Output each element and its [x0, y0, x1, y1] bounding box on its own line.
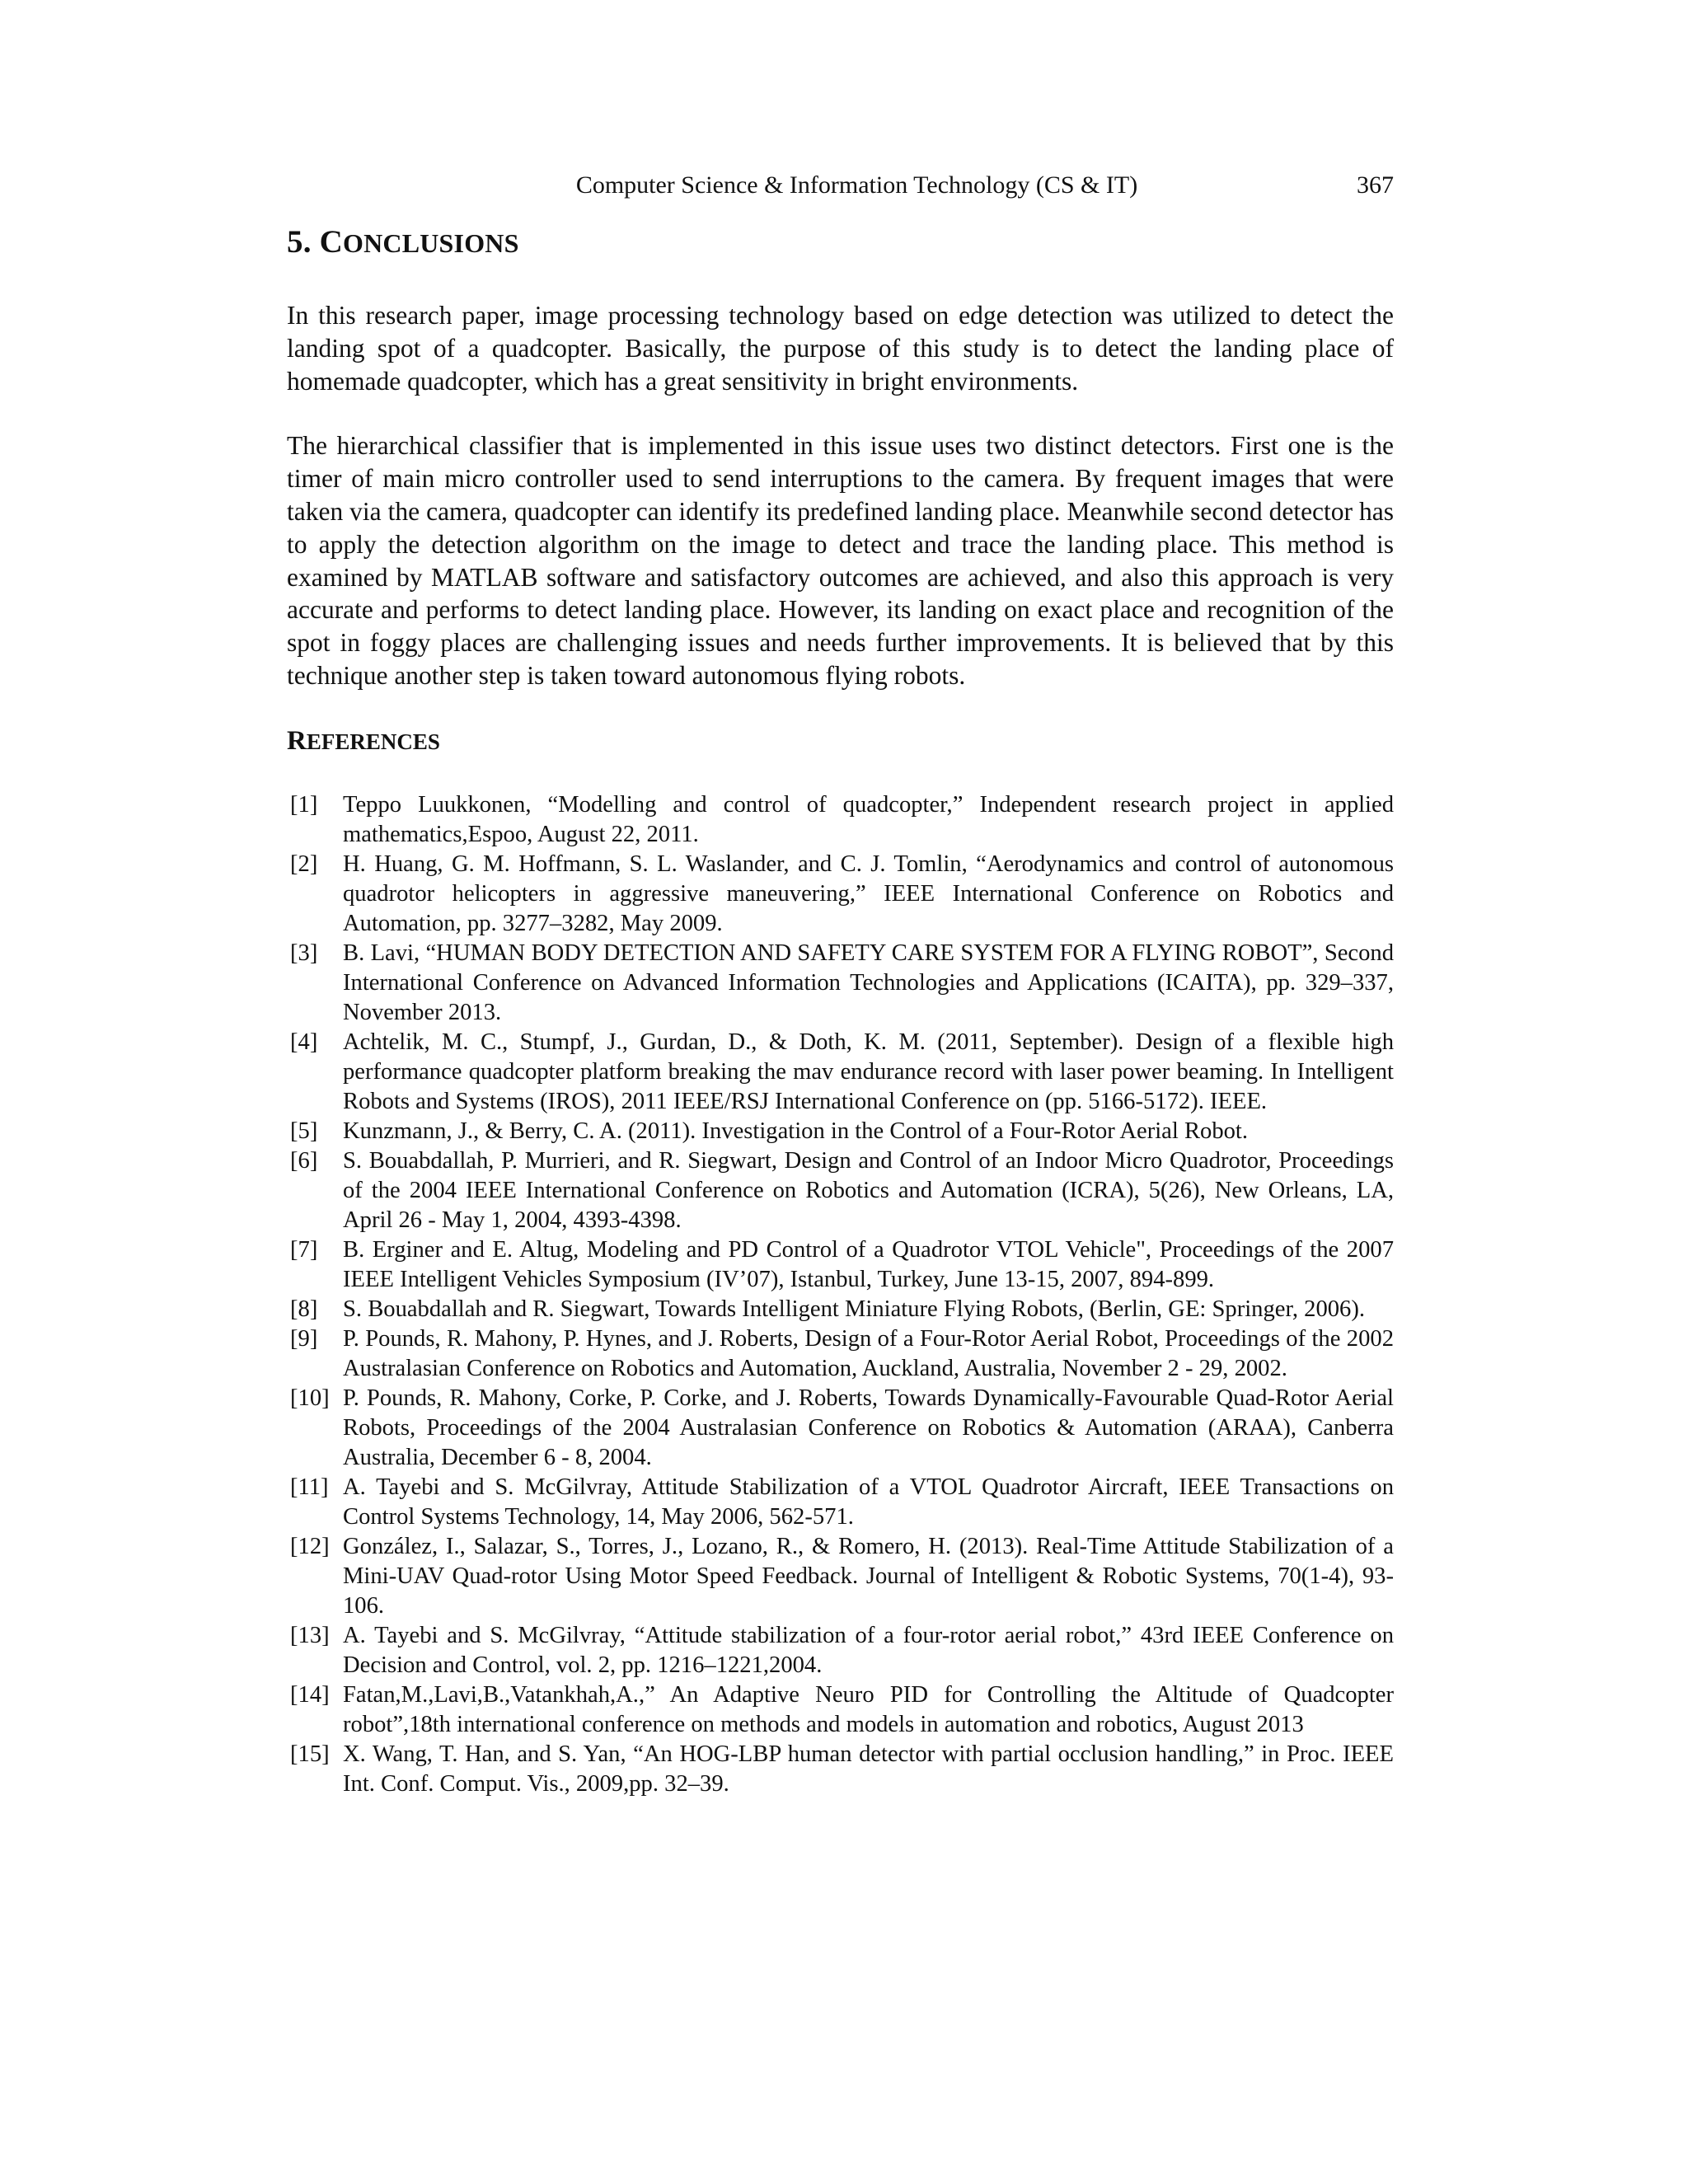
reference-text: X. Wang, T. Han, and S. Yan, “An HOG-LBP human detector with partial occlusion handling,” in Proc. IEEE Int. Conf. Comput. Vis., 2009,pp. 32–39.	[343, 1741, 1394, 1797]
reference-item	[287, 1384, 1394, 1473]
reference-text: H. Huang, G. M. Hoffmann, S. L. Waslander, and C. J. Tomlin, “Aerodynamics and control of autonomous quadrotor helicopters in aggressive maneuvering,” IEEE International Conference on Robotics and Automation, pp. 3277–3282, May 2009.	[343, 851, 1394, 936]
running-head: Computer Science & Information Technology (CS & IT)	[575, 171, 1138, 199]
reference-item	[287, 1740, 1394, 1799]
conclusions-heading	[287, 219, 1394, 266]
reference-item	[287, 1324, 1394, 1384]
reference-number: [2]	[290, 851, 318, 877]
reference-text: P. Pounds, R. Mahony, Corke, P. Corke, and J. Roberts, Towards Dynamically-Favourable Quad-Rotor Aerial Robots, Proceedings of the 2004 Australasian Conference on Robotics & Automation (ARAA), Canberra Australia, December 6 - 8, 2004.	[343, 1385, 1394, 1470]
reference-item	[287, 1680, 1394, 1740]
reference-text: Achtelik, M. C., Stumpf, J., Gurdan, D., & Doth, K. M. (2011, September). Design of a flexible high performance quadcopter platform breaking the mav endurance record with laser power beaming. In Intelligent Robots and Systems (IROS), 2011 IEEE/RSJ International Conference on (pp. 5166-5172). IEEE.	[343, 1029, 1394, 1114]
reference-number: [7]	[290, 1236, 318, 1263]
heading-initial: R	[287, 725, 307, 756]
reference-number: [13]	[290, 1622, 330, 1648]
reference-number: [14]	[290, 1681, 330, 1708]
page-content	[287, 219, 1394, 1799]
reference-number: [15]	[290, 1741, 330, 1767]
reference-number: [10]	[290, 1385, 330, 1411]
reference-item	[287, 1621, 1394, 1680]
conclusions-paragraph-2: The hierarchical classifier that is implemented in this issue uses two distinct detectors. First one is the timer of main micro controller used to send interruptions to the camera. By frequent images that were taken via the camera, quadcopter can identify its predefined landing place. Meanwhile second detector has to apply the detection algorithm on the image to detect and trace the landing place. This method is examined by MATLAB software and satisfactory outcomes are achieved, and also this approach is very accurate and performs to detect landing place. However, its landing on exact place and recognition of the spot in foggy places are challenging issues and needs further improvements. It is believed that by this technique another step is taken toward autonomous flying robots.	[287, 431, 1394, 690]
reference-item	[287, 790, 1394, 850]
reference-text: Fatan,M.,Lavi,B.,Vatankhah,A.,” An Adaptive Neuro PID for Controlling the Altitude of Quadcopter robot”,18th international conference on methods and models in automation and robotics, August 2013	[343, 1681, 1394, 1737]
reference-item	[287, 1532, 1394, 1621]
reference-item	[287, 1473, 1394, 1532]
references-heading	[287, 720, 1394, 762]
reference-number: [1]	[290, 791, 318, 818]
reference-item	[287, 850, 1394, 939]
page-header	[287, 171, 1394, 208]
reference-text: B. Lavi, “HUMAN BODY DETECTION AND SAFETY CARE SYSTEM FOR A FLYING ROBOT”, Second International Conference on Advanced Information Technologies and Applications (ICAITA), pp. 329–337, November 2013.	[343, 940, 1394, 1025]
reference-text: A. Tayebi and S. McGilvray, “Attitude stabilization of a four-rotor aerial robot,” 43rd IEEE Conference on Decision and Control, vol. 2, pp. 1216–1221,2004.	[343, 1622, 1394, 1678]
heading-rest: ONCLUSIONS	[342, 228, 519, 258]
reference-text: Teppo Luukkonen, “Modelling and control of quadcopter,” Independent research project in applied mathematics,Espoo, August 22, 2011.	[343, 791, 1394, 847]
reference-number: [3]	[290, 940, 318, 966]
reference-text: Kunzmann, J., & Berry, C. A. (2011). Investigation in the Control of a Four-Rotor Aerial Robot.	[343, 1118, 1249, 1144]
heading-rest: EFERENCES	[306, 729, 440, 754]
reference-text: B. Erginer and E. Altug, Modeling and PD Control of a Quadrotor VTOL Vehicle", Proceedings of the 2007 IEEE Intelligent Vehicles Symposium (IV’07), Istanbul, Turkey, June 13-15, 2007, 894-899.	[343, 1236, 1394, 1292]
reference-number: [9]	[290, 1325, 318, 1352]
reference-item	[287, 1235, 1394, 1295]
reference-text: P. Pounds, R. Mahony, P. Hynes, and J. Roberts, Design of a Four-Rotor Aerial Robot, Proceedings of the 2002 Australasian Conference on Robotics and Automation, Auckland, Australia, November 2 - 29, 2002.	[343, 1325, 1394, 1381]
reference-text: González, I., Salazar, S., Torres, J., Lozano, R., & Romero, H. (2013). Real-Time Attitude Stabilization of a Mini-UAV Quad-rotor Using Motor Speed Feedback. Journal of Intelligent & Robotic Systems, 70(1-4), 93-106.	[343, 1533, 1394, 1619]
reference-item	[287, 1295, 1394, 1324]
reference-number: [12]	[290, 1533, 330, 1559]
reference-item	[287, 1028, 1394, 1117]
reference-text: S. Bouabdallah and R. Siegwart, Towards Intelligent Miniature Flying Robots, (Berlin, GE: Springer, 2006).	[343, 1296, 1366, 1322]
reference-number: [6]	[290, 1147, 318, 1174]
reference-number: [4]	[290, 1029, 318, 1055]
reference-number: [8]	[290, 1296, 318, 1322]
reference-item	[287, 939, 1394, 1028]
reference-number: [11]	[290, 1474, 329, 1500]
reference-item	[287, 1146, 1394, 1235]
reference-text: S. Bouabdallah, P. Murrieri, and R. Siegwart, Design and Control of an Indoor Micro Quadrotor, Proceedings of the 2004 IEEE International Conference on Robotics and Automation (ICRA), 5(26), New Orleans, LA, April 26 - May 1, 2004, 4393-4398.	[343, 1147, 1394, 1233]
reference-list	[287, 790, 1394, 1799]
reference-text: A. Tayebi and S. McGilvray, Attitude Stabilization of a VTOL Quadrotor Aircraft, IEEE Transactions on Control Systems Technology, 14, May 2006, 562-571.	[343, 1474, 1394, 1530]
page-number: 367	[1357, 171, 1394, 199]
section-number: 5.	[287, 224, 320, 260]
reference-item	[287, 1117, 1394, 1146]
conclusions-paragraph-1: In this research paper, image processing technology based on edge detection was utilized to detect the landing spot of a quadcopter. Basically, the purpose of this study is to detect the landing place of homemade quadcopter, which has a great sensitivity in bright environments.	[287, 301, 1394, 396]
reference-number: [5]	[290, 1118, 318, 1144]
heading-initial: C	[319, 224, 343, 260]
